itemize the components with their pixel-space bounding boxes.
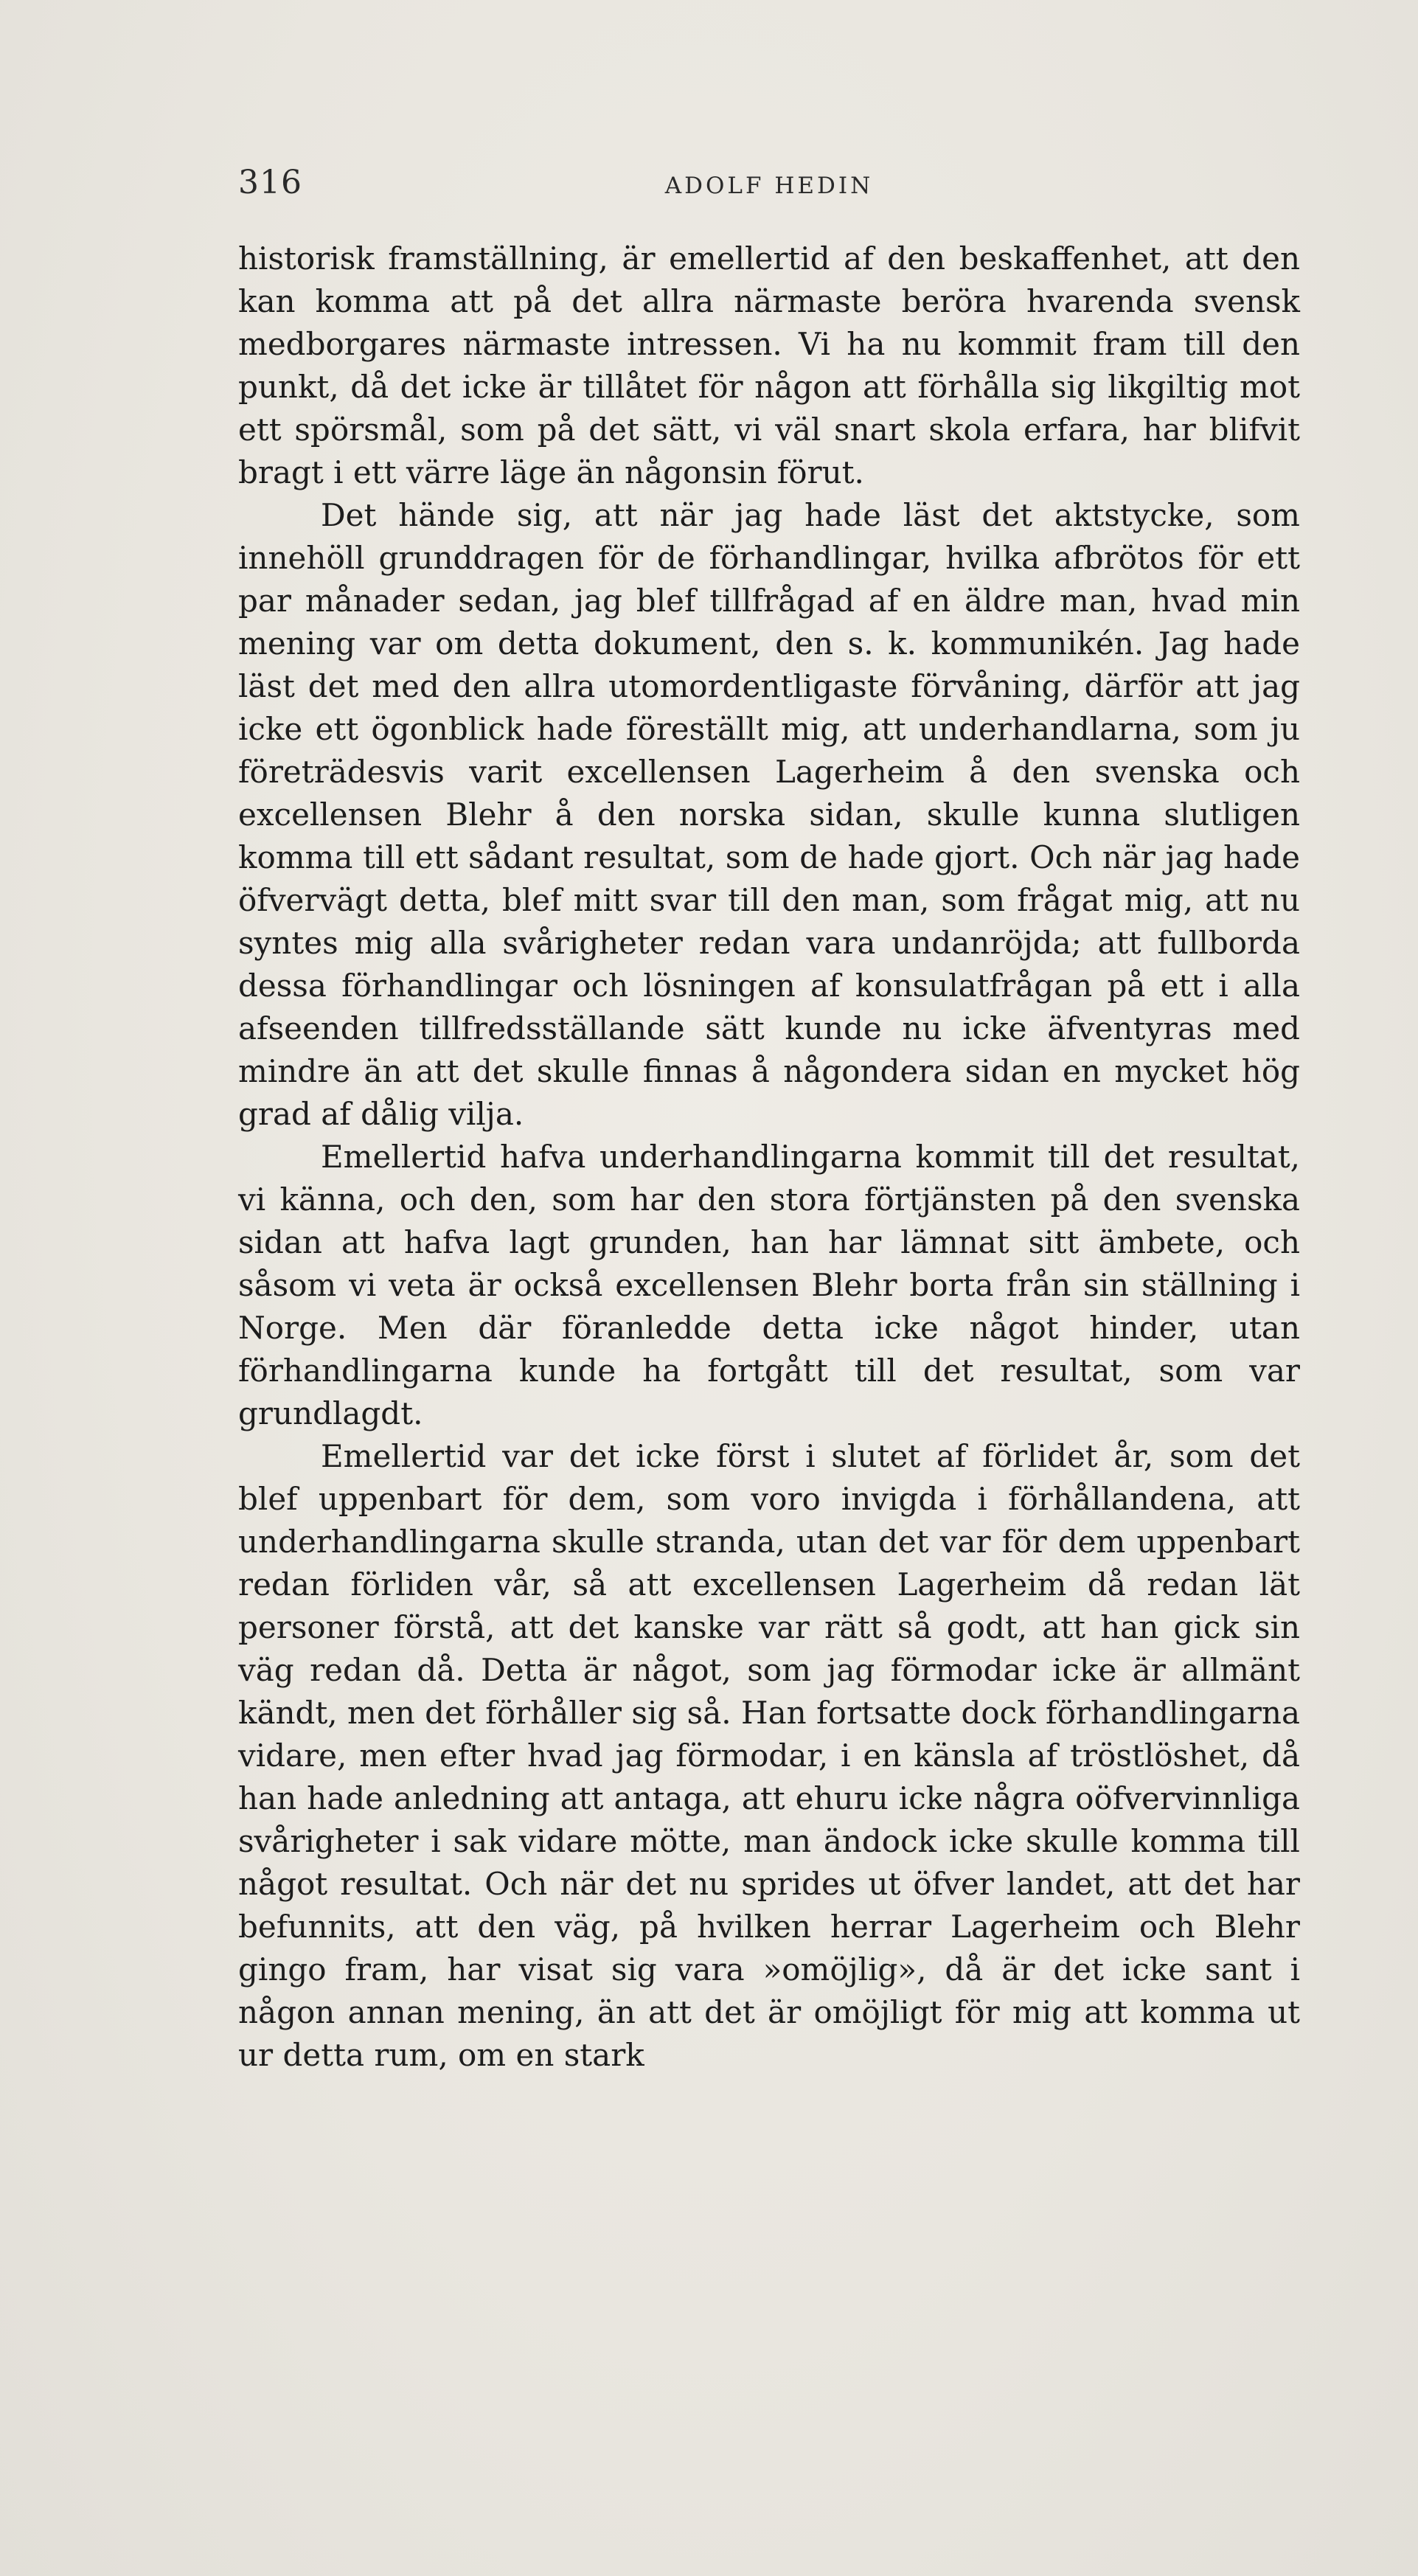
paragraph-continued: historisk framställning, är emellertid af den beskaffenhet, att den kan komma att på det allra närmaste beröra hvarenda svensk medborgares närmaste intressen. Vi ha nu kommit fram till den punkt, då det icke är tillåtet för någon att förhålla sig likgiltig mot ett spörsmål, som på det sätt, vi väl snart skola erfara, har blifvit bragt i ett värre läge än någonsin förut. xyxy=(238,240,1300,490)
page-header xyxy=(238,164,1300,215)
body-text xyxy=(238,237,1300,2077)
page-number: 316 xyxy=(238,164,302,201)
paragraph: Det hände sig, att när jag hade läst det aktstycke, som innehöll grunddragen för de förhandlingar, hvilka afbrötos för ett par månader sedan, jag blef tillfrågad af en äldre man, hvad min mening var om detta dokument, den s. k. kommunikén. Jag hade läst det med den allra utomordentligaste förvåning, därför att jag icke ett ögonblick hade föreställt mig, att underhandlarna, som ju företrädesvis varit excellensen Lagerheim å den svenska och excellensen Blehr å den norska sidan, skulle kunna slutligen komma till ett sådant resultat, som de hade gjort. Och när jag hade öfvervägt detta, blef mitt svar till den man, som frågat mig, att nu syntes mig alla svårigheter redan vara undanröjda; att fullborda dessa förhandlingar och lösningen af konsulatfrågan på ett i alla afseenden tillfredsställande sätt kunde nu icke äfventyras med mindre än att det skulle finnas å någondera sidan en mycket hög grad af dålig vilja. xyxy=(238,497,1300,1132)
paragraph: Emellertid hafva underhandlingarna kommit till det resultat, vi känna, och den, som har den stora förtjänsten på den svenska sidan att hafva lagt grunden, han har lämnat sitt ämbete, och såsom vi veta är också excellensen Blehr borta från sin ställning i Norge. Men där föranledde detta icke något hinder, utan förhandlingarna kunde ha fortgått till det resultat, som var grundlagdt. xyxy=(238,1139,1300,1431)
running-head: ADOLF HEDIN xyxy=(664,173,874,199)
paragraph: Emellertid var det icke först i slutet af förlidet år, som det blef uppenbart för dem, som voro invigda i förhållandena, att underhandlingarna skulle stranda, utan det var för dem uppenbart redan förliden vår, så att excellensen Lagerheim då redan lät personer förstå, att det kanske var rätt så godt, att han gick sin väg redan då. Detta är något, som jag förmodar icke är allmänt kändt, men det förhåller sig så. Han fortsatte dock förhandlingarna vidare, men efter hvad jag förmodar, i en känsla af tröstlöshet, då han hade anledning att antaga, att ehuru icke några oöfvervinnliga svårigheter i sak vidare mötte, man ändock icke skulle komma till något resultat. Och när det nu sprides ut öfver landet, att det har befunnits, att den väg, på hvilken herrar Lagerheim och Blehr gingo fram, har visat sig vara »omöjlig», då är det icke sant i någon annan mening, än att det är omöjligt för mig att komma ut ur detta rum, om en stark xyxy=(238,1438,1300,2073)
